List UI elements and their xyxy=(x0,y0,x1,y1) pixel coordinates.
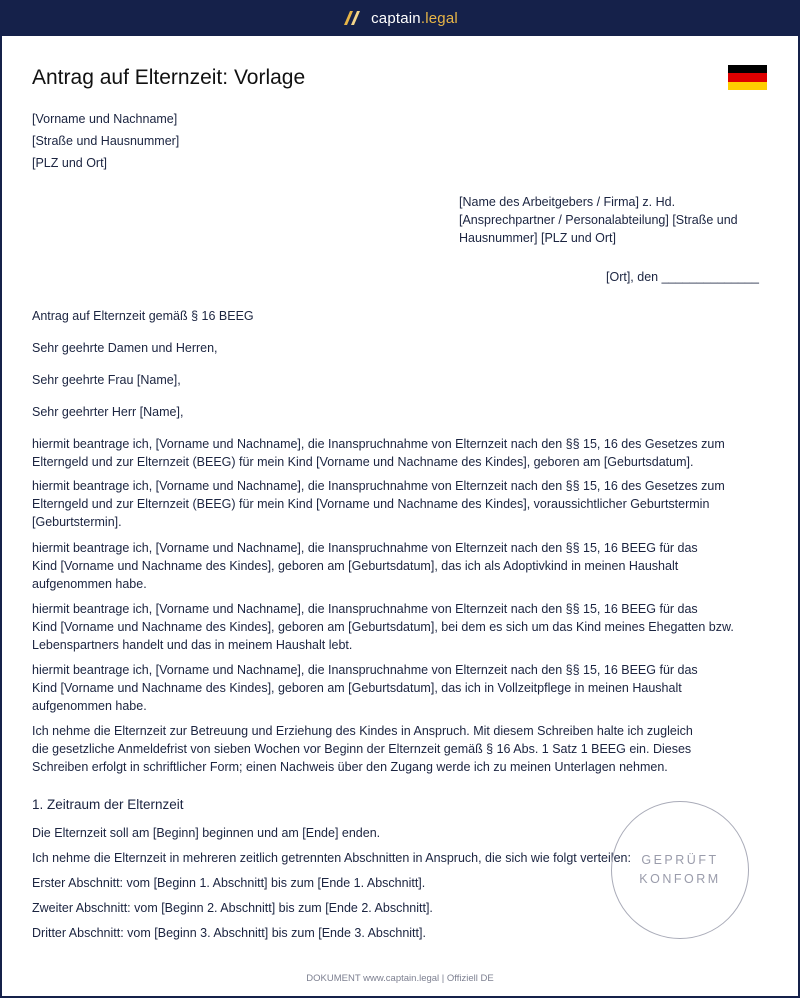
section-line-split: Ich nehme die Elternzeit in mehreren zeitlich getrennten Abschnitten in Anspruch, die sich wie folgt verteilen: xyxy=(32,851,631,865)
section-line-second: Zweiter Abschnitt: vom [Beginn 2. Abschnitt] bis zum [Ende 2. Abschnitt]. xyxy=(32,901,433,915)
date-line: [Ort], den ______________ xyxy=(606,270,759,284)
stamp-line-1: GEPRÜFT xyxy=(641,853,719,867)
paragraph-notice: Ich nehme die Elternzeit zur Betreuung und Erziehung des Kindes in Anspruch. Mit diesem Schreiben halte ich zugleich die gesetzliche Anmeldefrist von sieben Wochen vor Beginn der Elternzeit gemäß § 16 Abs. 1 Satz 1 BEEG ein. Dieses Schreiben erfolgt in schriftlicher Form; einen Nachweis über den Zugang werde ich zu meinen Unterlagen nehmen. xyxy=(32,724,693,774)
approval-stamp xyxy=(611,801,749,939)
stamp-line-2: KONFORM xyxy=(639,872,721,886)
section-line-first: Erster Abschnitt: vom [Beginn 1. Abschnitt] bis zum [Ende 1. Abschnitt]. xyxy=(32,876,426,890)
salutation-male: Sehr geehrter Herr [Name], xyxy=(32,405,184,419)
footer-text: DOKUMENT www.captain.legal | Offiziell DE xyxy=(306,973,494,984)
salutation-general: Sehr geehrte Damen und Herren, xyxy=(32,341,218,355)
section-title: 1. Zeitraum der Elternzeit xyxy=(32,797,184,812)
recipient-address: [Name des Arbeitgebers / Firma] z. Hd. [Ansprechpartner / Personalabteilung] [Straße und Hausnummer] [PLZ und Ort] xyxy=(459,195,738,245)
sender-street: [Straße und Hausnummer] xyxy=(32,134,180,148)
brand-name[interactable]: captain.legal xyxy=(371,9,458,27)
paragraph-adoption: hiermit beantrage ich, [Vorname und Nachname], die Inanspruchnahme von Elternzeit nach den §§ 15, 16 BEEG für das Kind [Vorname und Nachname des Kindes], geboren am [Geburtsdatum], das ich als Adoptivkind in meinen Haushalt aufgenommen habe. xyxy=(32,541,698,591)
salutation-female: Sehr geehrte Frau [Name], xyxy=(32,373,181,387)
top-bar xyxy=(0,0,800,36)
paragraph-foster-care: hiermit beantrage ich, [Vorname und Nachname], die Inanspruchnahme von Elternzeit nach den §§ 15, 16 BEEG für das Kind [Vorname und Nachname des Kindes], geboren am [Geburtsdatum], das ich in Vollzeitpflege in meinen Haushalt aufgenommen habe. xyxy=(32,663,698,713)
subject-line: Antrag auf Elternzeit gemäß § 16 BEEG xyxy=(32,309,254,323)
sender-name: [Vorname und Nachname] xyxy=(32,112,178,126)
paragraph-expected-birth: hiermit beantrage ich, [Vorname und Nachname], die Inanspruchnahme von Elternzeit nach den §§ 15, 16 des Gesetzes zum Elterngeld und zur Elternzeit (BEEG) für mein Kind [Vorname und Nachname des Kindes], voraussichtlicher Geburtstermin [Geburtstermin]. xyxy=(32,479,725,529)
paragraph-stepchild: hiermit beantrage ich, [Vorname und Nachname], die Inanspruchnahme von Elternzeit nach den §§ 15, 16 BEEG für das Kind [Vorname und Nachname des Kindes], geboren am [Geburtsdatum], bei dem es sich um das Kind meines Ehegatten bzw. Lebenspartners handelt und das in meinem Haushalt lebt. xyxy=(32,602,734,652)
section-line-third: Dritter Abschnitt: vom [Beginn 3. Abschnitt] bis zum [Ende 3. Abschnitt]. xyxy=(32,926,426,940)
captain-legal-logo-icon xyxy=(342,10,362,26)
document-title: Antrag auf Elternzeit: Vorlage xyxy=(32,66,306,89)
german-flag-icon xyxy=(728,65,767,90)
sender-city: [PLZ und Ort] xyxy=(32,156,108,170)
paragraph-birth: hiermit beantrage ich, [Vorname und Nachname], die Inanspruchnahme von Elternzeit nach den §§ 15, 16 des Gesetzes zum Elterngeld und zur Elternzeit (BEEG) für mein Kind [Vorname und Nachname des Kindes], geboren am [Geburtsdatum]. xyxy=(32,437,725,469)
section-line-period: Die Elternzeit soll am [Beginn] beginnen und am [Ende] enden. xyxy=(32,826,381,840)
